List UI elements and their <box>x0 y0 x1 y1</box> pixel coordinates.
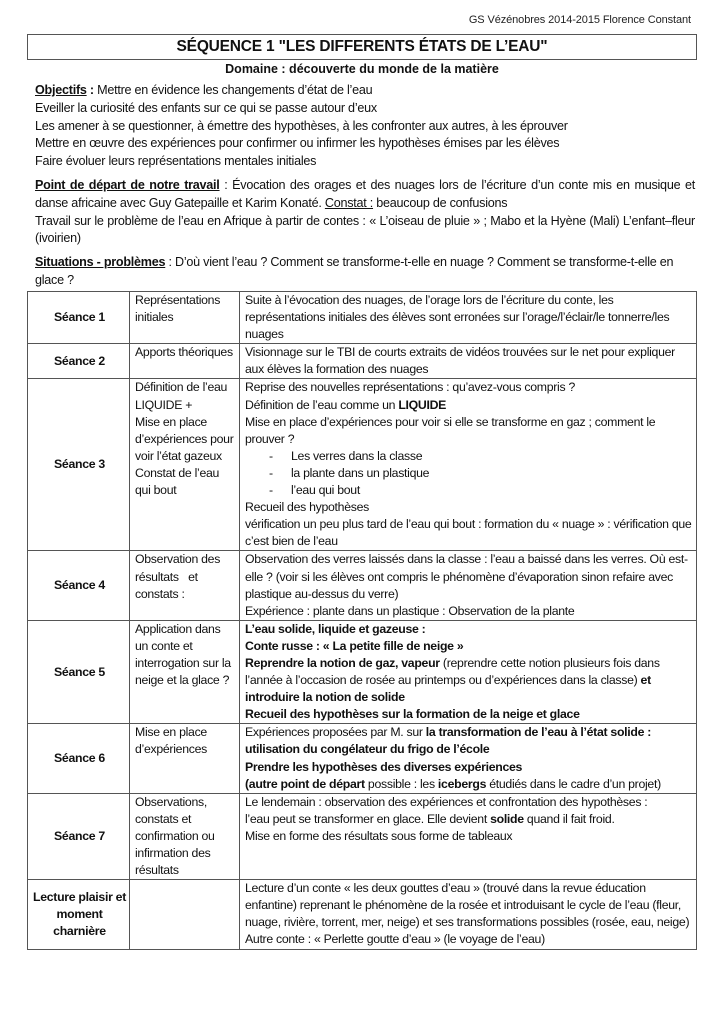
session-name: Séance 1 <box>28 292 130 344</box>
session-name: Séance 5 <box>28 620 130 724</box>
session-content-text: et introduire la notion de solide <box>245 673 651 705</box>
session-content-text: Lecture d’un conte « les deux gouttes d’eau » (trouvé dans la revue éducation enfantine) reprenant le phénomène de la rosée et introduisant le cycle de l’eau (fleur, nuage, rivière, torrent, mer, neige) et ses transformations possibles (rosée, eau, neige) <box>245 881 690 930</box>
objective-line: Mettre en œuvre des expériences pour confirmer ou infirmer les hypothèses émises par les élèves <box>35 136 560 151</box>
objectives-section <box>35 82 695 171</box>
session-content-text: Observation des verres laissés dans la classe : l’eau a baissé dans les verres. Où est-elle ? (voir si les élèves ont compris le phénomène d’évaporation sinon refaire avec plastique au-dessus du verre) <box>245 552 688 601</box>
problem-situations-text: D’où vient l’eau ? Comment se transforme-t-elle en nuage ? Comment se transforme-t-elle en glace ? <box>35 255 674 287</box>
table-row <box>28 344 697 379</box>
starting-point-text-2: Travail sur le problème de l’eau en Afrique à partir de contes : « L’oiseau de pluie » ; Mabo et la Hyène (Mali) L’enfant–fleur (ivoirien) <box>35 213 695 246</box>
session-name: Séance 2 <box>28 344 130 379</box>
session-content-text: Mise en place d’expériences pour voir si elle se transforme en gaz ; comment le prouver ? <box>245 414 656 446</box>
page-subtitle: Domaine : découverte du monde de la matière <box>225 62 499 76</box>
session-content <box>240 724 697 793</box>
session-content-text: possible : les <box>364 776 438 791</box>
objectives-separator: : <box>86 83 98 97</box>
session-theme <box>130 379 240 551</box>
session-content-text: Suite à l’évocation des nuages, de l’orage lors de l’écriture du conte, les représentations initiales des élèves sont erronées sur l’orage/l’éclair/le tonnerre/les nuages <box>245 293 670 342</box>
starting-point-section <box>35 177 695 248</box>
session-theme: Application dans un conte et interrogation sur la neige et la glace ? <box>130 620 240 724</box>
table-row <box>28 793 697 879</box>
session-content-text: Conte russe : « La petite fille de neige » <box>245 638 464 653</box>
constat-label: Constat : <box>324 195 374 210</box>
objective-line: Mettre en évidence les changements d’état de l’eau <box>97 83 373 97</box>
session-content-text <box>245 655 693 706</box>
list-item: - l’eau qui bout <box>269 482 693 499</box>
table-row <box>28 620 697 724</box>
problem-situations-separator: : <box>165 255 176 269</box>
session-content-text: Reprendre la notion de gaz, vapeur <box>245 655 440 670</box>
objectives-label: Objectifs <box>35 83 87 97</box>
session-theme: Observation des résultats et constats : <box>130 551 240 620</box>
session-theme-line: Mise en place d’expériences pour voir l’état gazeux <box>135 414 234 463</box>
table-row <box>28 724 697 793</box>
session-content <box>240 793 697 879</box>
objective-line: Eveiller la curiosité des enfants sur ce qui se passe autour d’eux <box>35 100 377 115</box>
session-theme: Observations, constats et confirmation ou infirmation des résultats <box>130 793 240 879</box>
session-name: Séance 7 <box>28 793 130 879</box>
session-theme-line: Définition de l’eau LIQUIDE + <box>135 380 228 412</box>
problem-situations-label: Situations - problèmes <box>35 255 166 269</box>
session-content-text: (reprendre cette notion plusieurs fois dans l’année à l’occasion de rosée au printemps ou d’expériences dans la classe) <box>245 655 660 688</box>
session-content <box>240 292 697 344</box>
session-content-text: Autre conte : « Perlette goutte d’eau » (le voyage de l’eau) <box>245 932 545 947</box>
problem-situations-section <box>35 254 695 290</box>
list-item: - la plante dans un plastique <box>269 465 693 482</box>
starting-point-text: Évocation des orages et des nuages lors de l’écriture d’un conte mis en musique et danse africaine avec Guy Gatepaille et Karim Konaté. <box>35 178 695 210</box>
session-content-text: Expériences proposées par M. sur <box>245 725 426 740</box>
sessions-table <box>27 291 697 950</box>
session-name: Séance 3 <box>28 379 130 551</box>
session-content <box>240 880 697 949</box>
session-content-text <box>245 397 693 414</box>
list-item: - Les verres dans la classe <box>269 448 693 465</box>
session-theme: Apports théoriques <box>130 344 240 379</box>
session-content-text <box>245 811 693 828</box>
session-content <box>240 379 697 551</box>
starting-point-separator: : <box>219 178 233 192</box>
table-row <box>28 551 697 620</box>
starting-point-label: Point de départ de notre travail <box>35 178 220 192</box>
session-theme: Mise en place d’expériences <box>130 724 240 793</box>
session-name: Séance 4 <box>28 551 130 620</box>
session-content-text: Expérience : plante dans un plastique : Observation de la plante <box>245 603 575 618</box>
session-content-text: Visionnage sur le TBI de courts extraits de vidéos trouvées sur le net pour expliquer aux élèves la formation des nuages <box>245 345 675 377</box>
session-content-text: Prendre les hypothèses des diverses expériences <box>245 759 523 774</box>
session-content-text: étudiés dans le cadre d’un projet) <box>486 776 661 791</box>
objective-line: Faire évoluer leurs représentations mentales initiales <box>35 154 317 169</box>
session-content <box>240 344 697 379</box>
session-content-text: Recueil des hypothèses sur la formation de la neige et glace <box>245 707 580 722</box>
session-content-text: Mise en forme des résultats sous forme de tableaux <box>245 828 513 843</box>
document-header-meta: GS Vézénobres 2014-2015 Florence Constant <box>468 14 691 26</box>
session-content <box>240 551 697 620</box>
constat-text: beaucoup de confusions <box>373 195 508 210</box>
session-theme: Représentations initiales <box>130 292 240 344</box>
session-content-text: Le lendemain : observation des expériences et confrontation des hypothèses : <box>245 794 648 809</box>
session-content-text <box>245 776 693 793</box>
page-title: SÉQUENCE 1 "LES DIFFERENTS ÉTATS DE L’EAU" <box>27 34 697 60</box>
table-row <box>28 880 697 949</box>
session-content-text: (autre point de départ <box>245 776 365 791</box>
session-content-text: la transformation de l’eau à l’état solide : utilisation du congélateur du frigo de l’école <box>245 725 652 757</box>
session-content-text <box>245 724 693 758</box>
session-content-text: Définition de l’eau comme un <box>245 397 399 412</box>
objective-line: Les amener à se questionner, à émettre des hypothèses, à les confronter aux autres, à les éprouver <box>35 118 568 133</box>
table-row <box>28 292 697 344</box>
session-theme <box>130 880 240 949</box>
liquide-keyword: LIQUIDE <box>398 397 447 412</box>
session-name: Lecture plaisir et moment charnière <box>28 880 130 949</box>
table-row <box>28 379 697 551</box>
session-content-text: icebergs <box>437 776 487 791</box>
session-content-text: L’eau solide, liquide et gazeuse : <box>245 621 426 636</box>
experiments-list <box>245 448 693 499</box>
session-content-text: quand il fait froid. <box>523 811 615 826</box>
session-content-text: vérification un peu plus tard de l’eau qui bout : formation du « nuage » : vérification que c’est bien de l’eau <box>245 517 692 549</box>
session-content-text: Reprise des nouvelles représentations : qu’avez-vous compris ? <box>245 380 575 395</box>
session-name: Séance 6 <box>28 724 130 793</box>
session-content <box>240 620 697 724</box>
session-content-text: l’eau peut se transformer en glace. Elle devient <box>245 811 491 826</box>
session-content-text: Recueil des hypothèses <box>245 500 369 515</box>
solide-keyword: solide <box>490 811 524 826</box>
session-theme-line: Constat de l’eau qui bout <box>135 465 220 498</box>
